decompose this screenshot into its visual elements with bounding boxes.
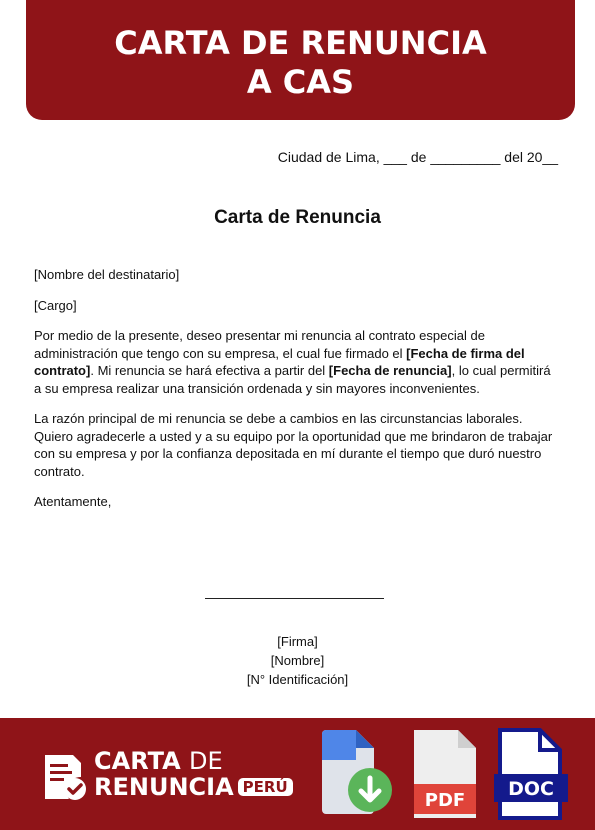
pdf-label: PDF [424, 790, 466, 811]
paragraph-1 [34, 327, 554, 397]
brand-renuncia: RENUNCIA [94, 773, 234, 801]
doc-file-icon[interactable] [492, 728, 574, 820]
brand-wordmark [94, 748, 293, 800]
signature-line [205, 598, 384, 599]
brand-de: DE [189, 747, 223, 775]
closing: Atentamente, [34, 494, 112, 509]
recipient-placeholder: [Nombre del destinatario] [34, 267, 180, 282]
pdf-file-icon[interactable] [412, 728, 478, 820]
contract-date-placeholder: [Fecha de firma del contrato] [34, 345, 525, 378]
date-line: Ciudad de Lima, ___ de _________ del 20__ [277, 149, 558, 165]
paragraph-2: La razón principal de mi renuncia se debe a cambios en las circunstancias laborales. Quiero agradecerle a usted y a su equipo por la oportunidad que me brindaron de trabajar con su empresa y por la confianza depositada en mí durante el tiempo que duró nuestro contrato. [34, 411, 553, 479]
footer-bar [0, 718, 595, 830]
banner-title-line1: CARTA DE RENUNCIA [114, 24, 487, 62]
signature-placeholder: [Firma] [277, 634, 318, 649]
name-placeholder: [Nombre] [270, 653, 325, 668]
para1-text-b: . Mi renuncia se hará efectiva a partir del [90, 363, 329, 378]
header-banner [26, 0, 575, 120]
download-file-icon[interactable] [318, 728, 394, 820]
id-placeholder: [N° Identificación] [246, 672, 349, 687]
doc-label: DOC [508, 778, 554, 800]
para1-text-a: Por medio de la presente, deseo presentar mi renuncia al contrato especial de administración que tengo con su empresa, el cual fue firmado el [34, 328, 485, 361]
para1-text-c: , lo cual permitirá a su empresa realizar una transición ordenada y sin mayores inconvenientes. [34, 363, 551, 396]
letter-title: Carta de Renuncia [214, 207, 381, 228]
signature-block [0, 632, 595, 689]
brand-carta: CARTA [94, 747, 181, 775]
banner-title-line2: A CAS [246, 63, 355, 101]
document-check-icon [42, 752, 88, 802]
resignation-date-placeholder: [Fecha de renuncia] [328, 363, 452, 378]
brand-peru-badge: PERÚ [238, 778, 293, 796]
position-placeholder: [Cargo] [34, 297, 77, 313]
letter-body [34, 266, 554, 524]
